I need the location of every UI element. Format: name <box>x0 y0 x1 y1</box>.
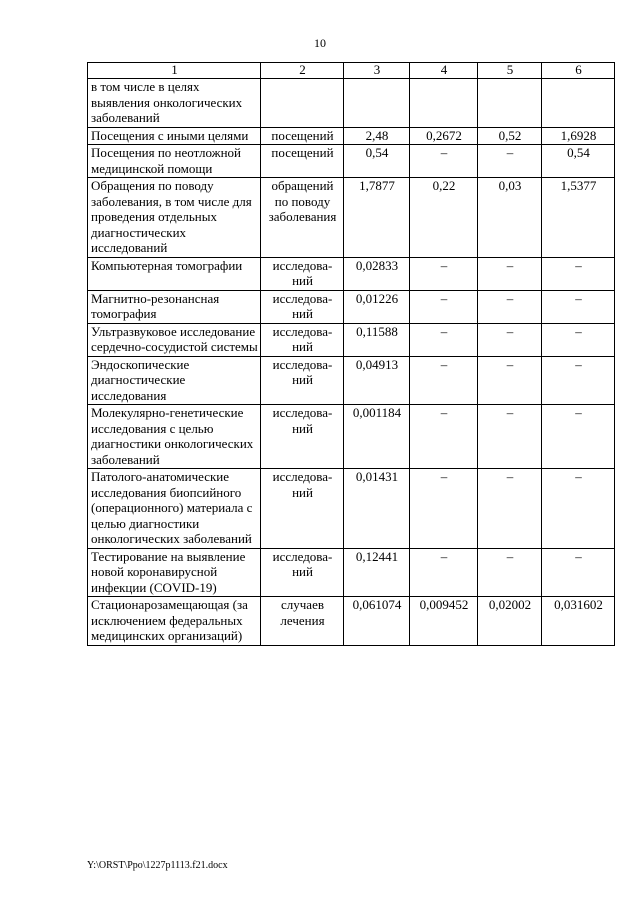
header-cell: 1 <box>88 63 261 79</box>
table-row <box>88 290 615 323</box>
value-cell-5: 0,03 <box>478 178 542 258</box>
value-cell-5: – <box>478 469 542 549</box>
value-cell-6: 0,54 <box>542 145 615 178</box>
value-cell-6: 1,5377 <box>542 178 615 258</box>
value-cell-5: – <box>478 290 542 323</box>
unit-cell: исследова-ний <box>261 290 344 323</box>
row-name-cell: Обращения по поводу заболевания, в том числе для проведения отдельных диагностических исследований <box>88 178 261 258</box>
unit-cell: исследова-ний <box>261 257 344 290</box>
row-name-cell: Посещения по неотложной медицинской помощи <box>88 145 261 178</box>
row-name-cell: Стационарозамещающая (за исключением федеральных медицинских организаций) <box>88 597 261 646</box>
value-cell-5: 0,02002 <box>478 597 542 646</box>
row-name-cell: Патолого-анатомические исследования биопсийного (операционного) материала с целью диагностики онкологических заболеваний <box>88 469 261 549</box>
row-name-cell: Ультразвуковое исследование сердечно-сосудистой системы <box>88 323 261 356</box>
unit-cell: случаев лечения <box>261 597 344 646</box>
unit-cell: посещений <box>261 127 344 145</box>
value-cell-5: – <box>478 356 542 405</box>
value-cell-5: – <box>478 257 542 290</box>
value-cell-4: – <box>410 257 478 290</box>
value-cell-3: 0,061074 <box>344 597 410 646</box>
unit-cell: исследова-ний <box>261 356 344 405</box>
value-cell-5: – <box>478 145 542 178</box>
value-cell-3: 0,54 <box>344 145 410 178</box>
value-cell-6: – <box>542 323 615 356</box>
value-cell-3: 0,01226 <box>344 290 410 323</box>
value-cell-5: – <box>478 548 542 597</box>
page-number: 10 <box>314 36 326 50</box>
value-cell-4: – <box>410 323 478 356</box>
value-cell-3: 2,48 <box>344 127 410 145</box>
table-row <box>88 145 615 178</box>
value-cell-3: 0,01431 <box>344 469 410 549</box>
row-name-cell: в том числе в целях выявления онкологических заболеваний <box>88 79 261 128</box>
value-cell-4: – <box>410 405 478 469</box>
value-cell-3: 0,12441 <box>344 548 410 597</box>
table-row <box>88 257 615 290</box>
unit-cell: обращений по поводу заболевания <box>261 178 344 258</box>
value-cell-6: – <box>542 405 615 469</box>
value-cell-5: – <box>478 405 542 469</box>
row-name-cell: Посещения с иными целями <box>88 127 261 145</box>
file-path-footer: Y:\ORST\Ppo\1227p1113.f21.docx <box>87 860 228 871</box>
table-row <box>88 79 615 128</box>
value-cell-4: 0,22 <box>410 178 478 258</box>
data-table <box>87 62 615 646</box>
header-cell: 2 <box>261 63 344 79</box>
value-cell-4: – <box>410 469 478 549</box>
value-cell-6: 0,031602 <box>542 597 615 646</box>
header-cell: 4 <box>410 63 478 79</box>
row-name-cell: Эндоскопические диагностические исследования <box>88 356 261 405</box>
table-row <box>88 356 615 405</box>
value-cell-6: – <box>542 356 615 405</box>
value-cell-3 <box>344 79 410 128</box>
value-cell-5 <box>478 79 542 128</box>
row-name-cell: Молекулярно-генетические исследования с целью диагностики онкологических заболеваний <box>88 405 261 469</box>
value-cell-4: – <box>410 145 478 178</box>
value-cell-3: 0,001184 <box>344 405 410 469</box>
table-row <box>88 405 615 469</box>
value-cell-3: 0,02833 <box>344 257 410 290</box>
unit-cell <box>261 79 344 128</box>
unit-cell: исследова-ний <box>261 323 344 356</box>
table-row <box>88 323 615 356</box>
value-cell-4 <box>410 79 478 128</box>
value-cell-4: – <box>410 290 478 323</box>
value-cell-6: – <box>542 290 615 323</box>
row-name-cell: Тестирование на выявление новой коронавирусной инфекции (COVID-19) <box>88 548 261 597</box>
unit-cell: исследова-ний <box>261 548 344 597</box>
value-cell-4: 0,009452 <box>410 597 478 646</box>
value-cell-3: 1,7877 <box>344 178 410 258</box>
header-cell: 3 <box>344 63 410 79</box>
value-cell-4: – <box>410 548 478 597</box>
row-name-cell: Магнитно-резонансная томография <box>88 290 261 323</box>
value-cell-3: 0,11588 <box>344 323 410 356</box>
value-cell-4: 0,2672 <box>410 127 478 145</box>
value-cell-4: – <box>410 356 478 405</box>
header-cell: 5 <box>478 63 542 79</box>
table-header-row <box>88 63 615 79</box>
value-cell-6: – <box>542 548 615 597</box>
row-name-cell: Компьютерная томографии <box>88 257 261 290</box>
header-cell: 6 <box>542 63 615 79</box>
value-cell-6: – <box>542 257 615 290</box>
unit-cell: исследова-ний <box>261 469 344 549</box>
table-row <box>88 469 615 549</box>
table-row <box>88 548 615 597</box>
value-cell-5: 0,52 <box>478 127 542 145</box>
value-cell-3: 0,04913 <box>344 356 410 405</box>
table-row <box>88 178 615 258</box>
value-cell-6 <box>542 79 615 128</box>
table-row <box>88 127 615 145</box>
value-cell-6: – <box>542 469 615 549</box>
value-cell-6: 1,6928 <box>542 127 615 145</box>
unit-cell: посещений <box>261 145 344 178</box>
table-row <box>88 597 615 646</box>
value-cell-5: – <box>478 323 542 356</box>
unit-cell: исследова-ний <box>261 405 344 469</box>
